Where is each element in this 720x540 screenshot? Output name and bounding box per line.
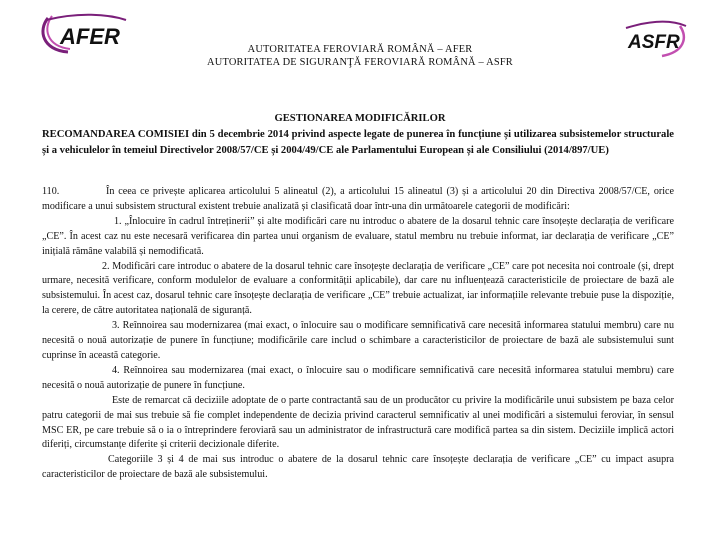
document-body [42,185,674,483]
category-item-2: 2. Modificări care introduc o abatere de la dosarul tehnic care însoțește declarația de verificare „CE” care pot necesita noi controale (și, drept urmare, necesită verificare, conform modulelor de evaluare a conformității aplicabile), dar care nu influențează caracteristicile de proiectare de bază ale subsistemului. În acest caz, dosarul tehnic care însoțește declarația de verificare „CE” trebuie actualizat, iar informațiile relevante trebuie puse la dispoziție, la cerere, de către autoritatea națională de siguranță. [42,260,674,317]
category-item-4: 4. Reînnoirea sau modernizarea (mai exact, o înlocuire sau o modificare semnificativă care necesită informarea statului membru) care necesită o nouă autorizație de punere în funcțiune. [42,364,674,391]
afer-logo [38,10,128,56]
closing-paragraph: Categoriile 3 și 4 de mai sus introduc o abatere de la dosarul tehnic care însoțește declarația de verificare „CE” cu impact asupra caracteristicilor de proiectare de bază ale subsistemului. [42,454,674,481]
remark-paragraph: Este de remarcat că deciziile adoptate de o parte contractantă sau de un producător cu privire la modificările unui subsistem pe baza celor patru categorii de mai sus trebuie să fie complet independente de decizia privind caracterul semnificativ al unei modificări a sistemului feroviar, în sensul MSC ER, pe care trebuie să o ia o întreprindere feroviară sau un administrator de infrastructură care modifică partea sa din sistem. Deciziile implică actori diferiți, circumstanțe diferite și criterii decizionale diferite. [42,394,674,451]
document-header [150,43,570,69]
recommendation-heading: RECOMANDAREA COMISIEI din 5 decembrie 2014 privind aspecte legate de punerea în funcțiune și utilizarea subsistemelor structurale și a vehiculelor în temeiul Directivelor 2008/57/CE și 2004/49/CE ale Parlamentului European și ale Consiliului (2014/897/UE) [42,129,674,156]
category-item-3: 3. Reînnoirea sau modernizarea (mai exact, o înlocuire sau o modificare semnificativă care necesită informarea statului membru) care nu necesită o nouă autorizație de punere în funcțiune; modificările care includ o schimbare a caracteristicilor de proiectare de bază ale subsistemului sunt cuprinse în această categorie. [42,320,674,361]
page-title: GESTIONAREA MODIFICĂRILOR [274,113,446,124]
asfr-logo [622,18,688,60]
header-line-afer: AUTORITATEA FEROVIARĂ ROMÂNĂ – AFER [247,44,473,55]
afer-logo-text: AFER [60,24,120,49]
asfr-logo-text: ASFR [628,32,680,53]
category-item-1: 1. „Înlocuire în cadrul întreținerii” și alte modificări care nu introduc o abatere de la dosarul tehnic care însoțește declarația de verificare „CE”. În acest caz nu este necesară verificarea din partea unui organism de evaluare, statul membru nu trebuie informat, iar declarația de verificare „CE” inițială rămâne valabilă și nemodificată. [42,215,674,257]
intro-text: În ceea ce privește aplicarea articolului 5 alineatul (2), a articolului 15 alineatul (3) și a articolului 20 din Directiva 2008/57/CE, orice modificare a unui subsistem structural existent trebuie analizată și clasificată doar într-una din următoarele categorii de modificări: [42,186,674,212]
paragraph-number: 110. [42,186,60,197]
paragraph-intro [42,185,674,215]
header-line-asfr: AUTORITATEA DE SIGURANŢĂ FEROVIARĂ ROMÂNĂ – ASFR [207,57,513,68]
